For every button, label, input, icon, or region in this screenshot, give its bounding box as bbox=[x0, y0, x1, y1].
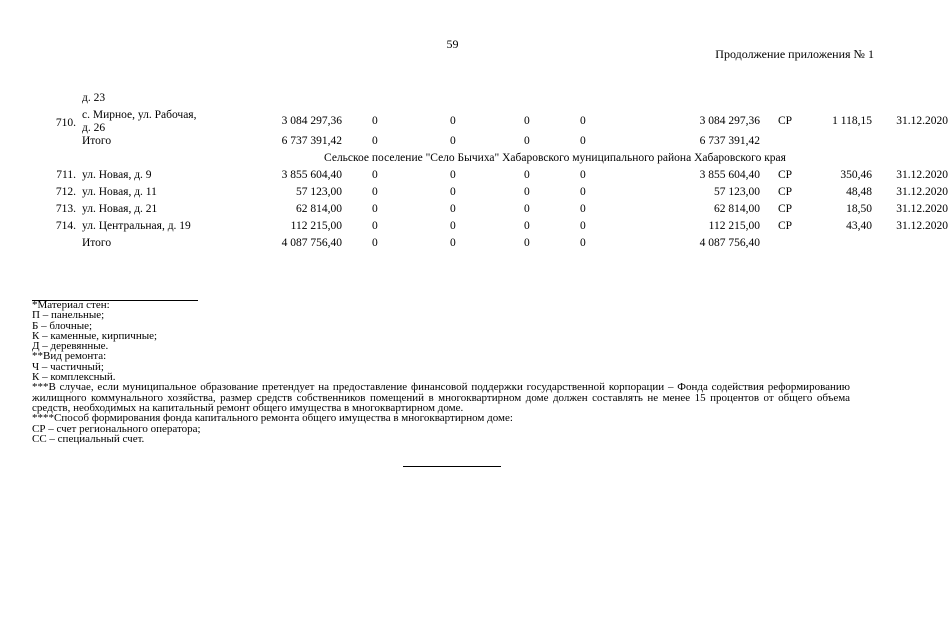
row-number: 714. bbox=[55, 220, 76, 232]
row-number: 713. bbox=[55, 203, 76, 215]
cost-total-cell: 62 814,00 bbox=[296, 203, 342, 215]
end-separator bbox=[403, 466, 501, 467]
owners-funds-cell: 6 737 391,42 bbox=[699, 135, 760, 147]
address-cell: д. 23 bbox=[82, 92, 106, 104]
owners-funds-cell: 4 087 756,40 bbox=[699, 237, 760, 249]
footnote-line: *Материал стен: bbox=[32, 299, 110, 311]
footnote-line: Ч – частичный; bbox=[32, 360, 104, 373]
value-cell: 0 bbox=[450, 203, 456, 215]
page-number: 59 bbox=[446, 37, 459, 51]
row-number bbox=[32, 92, 82, 109]
fund-method-cell: СР bbox=[778, 203, 793, 215]
value-cell: 0 bbox=[524, 186, 530, 198]
fund-method-cell: СР bbox=[778, 169, 793, 181]
value-cell: 0 bbox=[372, 220, 378, 232]
footnote-line: П – панельные; bbox=[32, 309, 105, 322]
value-cell: 0 bbox=[450, 237, 456, 249]
footnote-line: СС – специальный счет. bbox=[32, 432, 145, 445]
address-cell: ул. Новая, д. 11 bbox=[82, 186, 157, 198]
table-row bbox=[32, 186, 948, 203]
footnote-line: Б – блочные; bbox=[32, 319, 93, 332]
table-row-total bbox=[32, 135, 948, 152]
table-row bbox=[32, 203, 948, 220]
value-cell: 0 bbox=[450, 186, 456, 198]
settlement-section-title: Сельское поселение "Село Бычиха" Хабаровского муниципального района Хабаровского края bbox=[324, 152, 786, 164]
row-number bbox=[32, 237, 82, 254]
address-cell: ул. Центральная, д. 19 bbox=[82, 220, 191, 232]
deadline-cell: 31.12.2020 bbox=[896, 203, 948, 215]
deadline-cell: 31.12.2020 bbox=[896, 115, 948, 127]
footnotes bbox=[32, 300, 850, 444]
address-cell: ул. Новая, д. 9 bbox=[82, 169, 152, 181]
table-row bbox=[32, 220, 948, 237]
footnote-line: **Вид ремонта: bbox=[32, 350, 107, 363]
value-cell: 0 bbox=[580, 169, 586, 181]
value-cell: 0 bbox=[580, 220, 586, 232]
value-cell: 0 bbox=[580, 203, 586, 215]
cost-total-cell: 112 215,00 bbox=[290, 220, 342, 232]
repair-program-table bbox=[32, 92, 948, 254]
owners-funds-cell: 62 814,00 bbox=[714, 203, 760, 215]
unit-cost-cell: 43,40 bbox=[846, 220, 872, 232]
value-cell: 0 bbox=[372, 186, 378, 198]
row-number: 710. bbox=[55, 117, 76, 129]
unit-cost-cell: 1 118,15 bbox=[832, 115, 872, 127]
value-cell: 0 bbox=[524, 169, 530, 181]
deadline-cell: 31.12.2020 bbox=[896, 186, 948, 198]
owners-funds-cell: 112 215,00 bbox=[708, 220, 760, 232]
fund-method-cell: СР bbox=[778, 115, 793, 127]
table-row-total bbox=[32, 237, 948, 254]
unit-cost-cell: 48,48 bbox=[846, 186, 872, 198]
value-cell: 0 bbox=[450, 115, 456, 127]
unit-cost-cell: 350,46 bbox=[840, 169, 872, 181]
value-cell: 0 bbox=[524, 237, 530, 249]
value-cell: 0 bbox=[450, 220, 456, 232]
owners-funds-cell: 3 855 604,40 bbox=[699, 169, 760, 181]
owners-funds-cell: 57 123,00 bbox=[714, 186, 760, 198]
deadline-cell: 31.12.2020 bbox=[896, 169, 948, 181]
cost-total-cell: 3 855 604,40 bbox=[281, 169, 342, 181]
value-cell: 0 bbox=[580, 135, 586, 147]
unit-cost-cell: 18,50 bbox=[846, 203, 872, 215]
total-label: Итого bbox=[82, 135, 112, 147]
footnote-paragraph: ***В случае, если муниципальное образование претендует на предоставление финансовой поддержки государственной корпорации – Фонда содействия реформированию жилищного коммунального хозяйства, размер средств собственников помещений в многоквартирном доме должен составлять не менее 15 процентов от общего объема средств, необходимых на капитальный ремонт общего имущества в многоквартирном доме. bbox=[32, 381, 850, 414]
cost-total-cell: 6 737 391,42 bbox=[281, 135, 342, 147]
value-cell: 0 bbox=[372, 203, 378, 215]
appendix-continuation-label: Продолжение приложения № 1 bbox=[715, 47, 874, 61]
fund-method-cell: СР bbox=[778, 186, 793, 198]
table-row bbox=[32, 109, 948, 135]
value-cell: 0 bbox=[372, 135, 378, 147]
fund-method-cell: СР bbox=[778, 220, 793, 232]
value-cell: 0 bbox=[372, 115, 378, 127]
value-cell: 0 bbox=[524, 203, 530, 215]
footnote-line: ****Способ формирования фонда капитального ремонта общего имущества в многоквартирном доме: bbox=[32, 412, 513, 425]
value-cell: 0 bbox=[372, 237, 378, 249]
row-number: 711. bbox=[56, 169, 76, 181]
table-row bbox=[32, 92, 948, 109]
footnote-line: СР – счет регионального оператора; bbox=[32, 422, 201, 435]
deadline-cell: 31.12.2020 bbox=[896, 220, 948, 232]
footnote-line: К – каменные, кирпичные; bbox=[32, 329, 158, 342]
value-cell: 0 bbox=[450, 135, 456, 147]
value-cell: 0 bbox=[450, 169, 456, 181]
value-cell: 0 bbox=[524, 220, 530, 232]
footnote-line: К – комплексный. bbox=[32, 371, 116, 384]
cost-total-cell: 4 087 756,40 bbox=[281, 237, 342, 249]
owners-funds-cell: 3 084 297,36 bbox=[699, 115, 760, 127]
address-cell bbox=[82, 109, 252, 135]
section-header-row bbox=[32, 152, 948, 169]
address-cell: ул. Новая, д. 21 bbox=[82, 203, 158, 215]
footnote-line: Д – деревянные. bbox=[32, 340, 109, 353]
table-row bbox=[32, 169, 948, 186]
value-cell: 0 bbox=[580, 186, 586, 198]
address-line-2: д. 26 bbox=[82, 122, 106, 134]
value-cell: 0 bbox=[524, 135, 530, 147]
value-cell: 0 bbox=[372, 169, 378, 181]
cost-total-cell: 3 084 297,36 bbox=[281, 115, 342, 127]
value-cell: 0 bbox=[580, 237, 586, 249]
total-label: Итого bbox=[82, 237, 112, 249]
row-number bbox=[32, 135, 82, 152]
value-cell: 0 bbox=[580, 115, 586, 127]
address-line-1: с. Мирное, ул. Рабочая, bbox=[82, 109, 197, 121]
value-cell: 0 bbox=[524, 115, 530, 127]
row-number: 712. bbox=[55, 186, 76, 198]
cost-total-cell: 57 123,00 bbox=[296, 186, 342, 198]
